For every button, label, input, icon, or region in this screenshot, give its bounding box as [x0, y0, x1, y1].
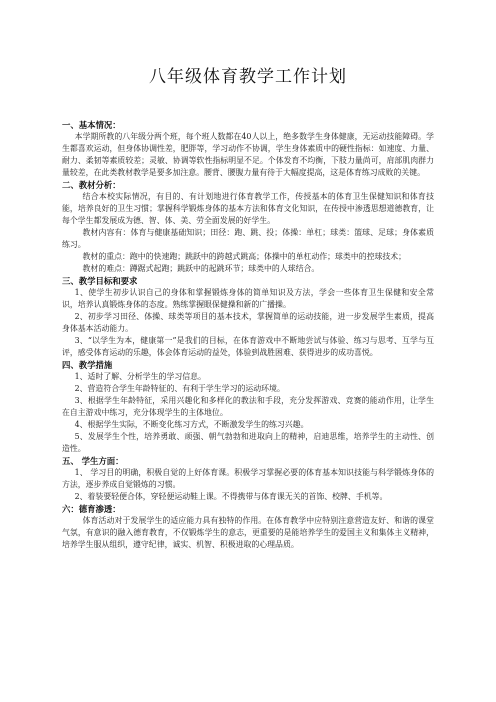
section-heading: 一、基本情况： [62, 120, 121, 130]
section-textbook-analysis [62, 179, 434, 275]
document-page [62, 62, 434, 551]
section-paragraph: 1、使学生初步认识自己的身体和掌握锻炼身体的简单知识及方法，学会一些体育卫生保健和安全常识，培养认真锻炼身体的态度。熟练掌握眼保健操和新的广播操。 [62, 288, 434, 309]
section-paragraph: 3、“以学生为本，健康第一”是我们的目标，在体育游戏中不断地尝试与体验、练习与思考、互学与互评，感受体育运动的乐趣，体会体育运动的益处，体验到战胜困难、获得进步的成功喜悦。 [62, 336, 434, 357]
section-paragraph: 1、 学习目的明确，积极自觉的上好体育课。积极学习掌握必要的体育基本知识技能与科学锻炼身体的方法，逐步养成自觉锻炼的习惯。 [62, 468, 434, 489]
section-basic-situation [62, 119, 434, 179]
section-paragraph: 5、发展学生个性，培养勇敢、顽强、朝气勃勃和进取向上的精神，启迪思维，培养学生的主动性、创造性。 [62, 432, 434, 453]
section-paragraph: 2、营造符合学生年龄特征的、有利于学生学习的运动环境。 [74, 384, 285, 393]
section-heading: 五、 学生方面： [62, 456, 124, 466]
section-paragraph: 教材的难点：蹲踞式起跑；跳跃中的起跳环节；球类中的人球结合。 [82, 264, 320, 273]
section-moral-education [62, 503, 434, 551]
section-measures [62, 359, 434, 455]
section-paragraph: 本学期所教的八年级分两个班，每个班人数都在40人以上，绝多数学生身体健康，无运动技能障碍。学生都喜欢运动，但身体协调性差，肥胖等，学习动作不协调，学生身体素质中的硬性指标：如速度、力量、耐力、柔韧等素质较差；灵敏、协调等软性指标明显不足。个体发育不均衡，下肢力量尚可，肩部肌肉群力量较差，在此类教材教学是要多加注意。腰背、腰腹力量有待于大幅度提高，这是体育练习成败的关键。 [62, 132, 434, 177]
section-paragraph: 3、根据学生年龄特征，采用兴趣化和多样化的教法和手段，充分发挥游戏、竞赛的能动作用，让学生在自主游戏中练习，充分体现学生的主体地位。 [62, 396, 434, 417]
section-paragraph: 2、着装要轻便合体，穿轻便运动鞋上课。不得携带与体育课无关的首饰、校牌、手机等。 [74, 492, 388, 501]
section-heading: 四、教学措施 [62, 360, 113, 370]
section-heading: 三、教学目标和要求 [62, 276, 138, 286]
section-paragraph: 2、初步学习田径、体操、球类等项目的基本技术，掌握简单的运动技能，进一步发展学生素质，提高身体基本活动能力。 [62, 312, 434, 333]
section-goals [62, 275, 434, 359]
section-paragraph: 结合本校实际情况，有目的、有计划地进行体育教学工作，传授基本的体育卫生保健知识和体育技能，培养良好的卫生习惯；掌握科学锻炼身体的基本方法和体育文化知识，在传授中渗透思想道德教育，让每个学生都发展成为德、智、体、美、劳全面发展的好学生。 [62, 192, 434, 225]
section-paragraph: 4、根据学生实际，不断变化练习方式，不断激发学生的练习兴趣。 [74, 420, 309, 429]
section-paragraph: 教材的重点：跑中的快速跑；跳跃中的跨越式跳高；体操中的单杠动作；球类中的控球技术； [82, 252, 407, 261]
section-students [62, 455, 434, 503]
document-title: 八年级体育教学工作计划 [149, 67, 347, 87]
section-paragraph: 体育活动对于发展学生的适应能力具有独特的作用。在体育教学中应特别注意营造友好、和谐的课堂气氛，有意识的融入德育教育，不仅锻炼学生的意志，更重要的是能培养学生的爱国主义和集体主义精神，培养学生服从组织，遵守纪律，诚实、机智、积极进取的心理品质。 [62, 516, 434, 549]
section-heading: 六：德育渗透： [62, 504, 121, 514]
section-paragraph: 1、适时了解、分析学生的学习信息。 [74, 372, 206, 381]
section-heading: 二、教材分析： [62, 180, 121, 190]
section-paragraph: 教材内容有：体育与健康基础知识；田径：跑、跳、投；体操：单杠；球类：篮球、足球；身体素质练习。 [62, 228, 434, 249]
